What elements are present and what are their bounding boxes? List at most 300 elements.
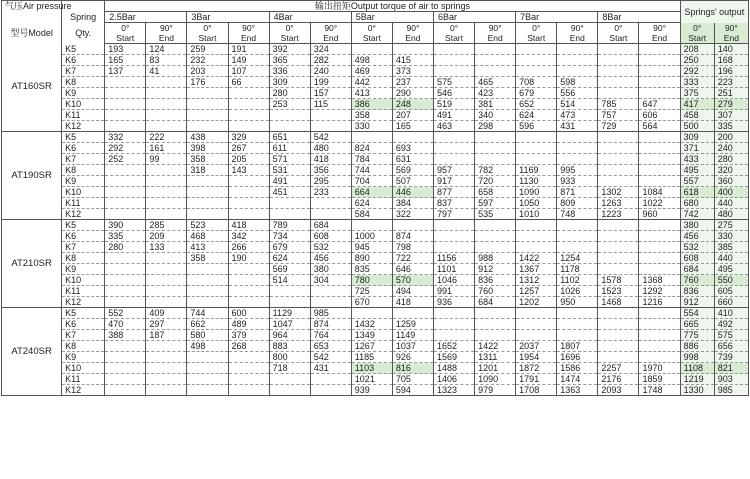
springs-output-value: 380 xyxy=(680,220,714,231)
model-cell: AT190SR xyxy=(2,132,62,220)
pressure-header: 7Bar xyxy=(516,12,598,23)
pressure-header: 6Bar xyxy=(433,12,515,23)
torque-value: 800 xyxy=(269,352,310,363)
torque-value xyxy=(516,143,557,154)
torque-value: 309 xyxy=(269,77,310,88)
torque-value xyxy=(269,198,310,209)
torque-value xyxy=(598,77,639,88)
torque-value: 514 xyxy=(269,275,310,286)
torque-value xyxy=(187,121,228,132)
torque-value: 137 xyxy=(105,66,146,77)
torque-value xyxy=(475,44,516,55)
torque-value: 1022 xyxy=(639,198,680,209)
torque-value: 722 xyxy=(392,253,433,264)
torque-value: 646 xyxy=(392,264,433,275)
angle-header: 90° xyxy=(310,23,351,34)
torque-value: 824 xyxy=(351,143,392,154)
table-row xyxy=(2,143,749,154)
torque-value xyxy=(598,55,639,66)
torque-value: 945 xyxy=(351,242,392,253)
springs-output-value: 557 xyxy=(680,176,714,187)
torque-value: 1103 xyxy=(351,363,392,374)
torque-value: 1748 xyxy=(639,385,680,396)
torque-value: 1010 xyxy=(516,209,557,220)
torque-value: 1474 xyxy=(557,374,598,385)
torque-value xyxy=(105,275,146,286)
torque-value: 1791 xyxy=(516,374,557,385)
torque-value: 552 xyxy=(105,308,146,319)
torque-value xyxy=(639,242,680,253)
torque-value xyxy=(433,154,474,165)
torque-value: 115 xyxy=(310,99,351,110)
torque-value: 757 xyxy=(598,110,639,121)
torque-value: 1696 xyxy=(557,352,598,363)
torque-value: 282 xyxy=(310,55,351,66)
table-row xyxy=(2,110,749,121)
torque-value: 705 xyxy=(392,374,433,385)
springs-output-value: 775 xyxy=(680,330,714,341)
torque-value xyxy=(228,363,269,374)
spring-cell: K10 xyxy=(62,363,105,374)
torque-value: 1970 xyxy=(639,363,680,374)
torque-value xyxy=(433,242,474,253)
torque-value xyxy=(105,165,146,176)
position-header: End xyxy=(557,33,598,44)
table-row xyxy=(2,165,749,176)
torque-value: 718 xyxy=(269,363,310,374)
spring-cell: K9 xyxy=(62,176,105,187)
torque-value xyxy=(105,264,146,275)
torque-value: 890 xyxy=(351,253,392,264)
torque-value: 1302 xyxy=(598,187,639,198)
springs-output-value: 998 xyxy=(680,352,714,363)
torque-value: 373 xyxy=(392,66,433,77)
torque-value: 531 xyxy=(269,165,310,176)
torque-value xyxy=(516,319,557,330)
torque-value xyxy=(475,242,516,253)
torque-value: 1037 xyxy=(392,341,433,352)
position-header: Start xyxy=(433,33,474,44)
springs-output-value: 821 xyxy=(714,363,748,374)
springs-output-value: 307 xyxy=(714,110,748,121)
torque-value xyxy=(146,165,187,176)
springs-output-value: 760 xyxy=(680,275,714,286)
torque-value: 465 xyxy=(475,77,516,88)
torque-value: 883 xyxy=(269,341,310,352)
torque-value xyxy=(310,374,351,385)
torque-value xyxy=(433,308,474,319)
table-row xyxy=(2,77,749,88)
torque-value: 597 xyxy=(475,198,516,209)
spring-cell: K11 xyxy=(62,286,105,297)
torque-value: 606 xyxy=(639,110,680,121)
torque-value xyxy=(639,77,680,88)
torque-value: 797 xyxy=(433,209,474,220)
torque-value: 1156 xyxy=(433,253,474,264)
springs-output-value: 912 xyxy=(680,297,714,308)
torque-value: 647 xyxy=(639,99,680,110)
torque-value: 124 xyxy=(146,44,187,55)
torque-value xyxy=(639,220,680,231)
torque-value: 1323 xyxy=(433,385,474,396)
spring-cell: K12 xyxy=(62,121,105,132)
spring-cell: K7 xyxy=(62,242,105,253)
header-row-position xyxy=(2,33,749,44)
springs-output-value: 320 xyxy=(714,165,748,176)
position-header: End xyxy=(392,33,433,44)
torque-value: 917 xyxy=(433,176,474,187)
torque-value xyxy=(475,330,516,341)
springs-output-value: 240 xyxy=(714,143,748,154)
torque-value: 1149 xyxy=(392,330,433,341)
position-header: Start xyxy=(516,33,557,44)
torque-value: 519 xyxy=(433,99,474,110)
torque-value: 836 xyxy=(475,275,516,286)
torque-value: 1311 xyxy=(475,352,516,363)
torque-value xyxy=(105,352,146,363)
torque-value: 624 xyxy=(351,198,392,209)
torque-value xyxy=(475,308,516,319)
springs-output-value: 742 xyxy=(680,209,714,220)
torque-value: 584 xyxy=(351,209,392,220)
torque-value: 546 xyxy=(433,88,474,99)
torque-value: 1708 xyxy=(516,385,557,396)
torque-value: 789 xyxy=(269,220,310,231)
position-header: End xyxy=(228,33,269,44)
torque-value: 280 xyxy=(269,88,310,99)
angle-header: 0° xyxy=(351,23,392,34)
torque-value: 664 xyxy=(351,187,392,198)
torque-value xyxy=(598,341,639,352)
torque-value xyxy=(557,66,598,77)
torque-value xyxy=(598,264,639,275)
torque-value: 1569 xyxy=(433,352,474,363)
spring-cell: K8 xyxy=(62,253,105,264)
torque-value xyxy=(187,374,228,385)
torque-value: 431 xyxy=(310,363,351,374)
torque-value xyxy=(557,143,598,154)
position-header: End xyxy=(639,33,680,44)
torque-value: 498 xyxy=(187,341,228,352)
spring-cell: K7 xyxy=(62,66,105,77)
torque-value: 939 xyxy=(351,385,392,396)
torque-value xyxy=(228,99,269,110)
springs-output-value: 371 xyxy=(680,143,714,154)
torque-value: 708 xyxy=(516,77,557,88)
torque-value xyxy=(351,308,392,319)
springs-output-value: 208 xyxy=(680,44,714,55)
torque-value: 413 xyxy=(351,88,392,99)
angle-header: 0° xyxy=(105,23,146,34)
torque-value: 498 xyxy=(351,55,392,66)
torque-value: 329 xyxy=(228,132,269,143)
torque-value xyxy=(639,308,680,319)
springs-output-value: 375 xyxy=(680,88,714,99)
torque-value xyxy=(105,176,146,187)
torque-value xyxy=(639,165,680,176)
torque-value: 2176 xyxy=(598,374,639,385)
torque-value: 670 xyxy=(351,297,392,308)
torque-value: 960 xyxy=(639,209,680,220)
spring-cell: K6 xyxy=(62,319,105,330)
torque-value: 203 xyxy=(187,66,228,77)
torque-value xyxy=(146,88,187,99)
torque-value: 187 xyxy=(146,330,187,341)
table-row xyxy=(2,264,749,275)
torque-value: 542 xyxy=(310,352,351,363)
torque-value: 190 xyxy=(228,253,269,264)
position-header: Start xyxy=(351,33,392,44)
springs-output-value: 458 xyxy=(680,110,714,121)
springs-output-value: 605 xyxy=(714,286,748,297)
torque-value: 1090 xyxy=(516,187,557,198)
torque-value: 995 xyxy=(557,165,598,176)
springs-output-value: 903 xyxy=(714,374,748,385)
torque-value: 964 xyxy=(269,330,310,341)
angle-header: 0° xyxy=(269,23,310,34)
torque-value: 652 xyxy=(516,99,557,110)
torque-value: 1101 xyxy=(433,264,474,275)
spring-cell: K12 xyxy=(62,209,105,220)
spring-cell: K8 xyxy=(62,165,105,176)
torque-value: 470 xyxy=(105,319,146,330)
torque-value: 542 xyxy=(310,132,351,143)
torque-value: 1523 xyxy=(598,286,639,297)
torque-value xyxy=(639,44,680,55)
angle-header: 90° xyxy=(392,23,433,34)
torque-value: 571 xyxy=(269,154,310,165)
torque-value xyxy=(598,176,639,187)
torque-value xyxy=(228,297,269,308)
torque-value xyxy=(598,44,639,55)
torque-value: 332 xyxy=(105,132,146,143)
torque-value: 66 xyxy=(228,77,269,88)
torque-value: 205 xyxy=(228,154,269,165)
spring-cell: K5 xyxy=(62,220,105,231)
angle-header: 90° xyxy=(228,23,269,34)
pressure-header: 4Bar xyxy=(269,12,351,23)
angle-header: 90° xyxy=(557,23,598,34)
angle-header: 0° xyxy=(680,23,714,34)
torque-value: 165 xyxy=(392,121,433,132)
torque-value: 390 xyxy=(105,220,146,231)
springs-output-value: 292 xyxy=(680,66,714,77)
torque-value: 936 xyxy=(433,297,474,308)
springs-output-value: 410 xyxy=(714,308,748,319)
torque-value: 161 xyxy=(146,143,187,154)
torque-value xyxy=(228,198,269,209)
torque-value xyxy=(187,99,228,110)
torque-value xyxy=(105,363,146,374)
torque-value: 569 xyxy=(392,165,433,176)
angle-header: 0° xyxy=(433,23,474,34)
torque-value xyxy=(187,363,228,374)
torque-value: 734 xyxy=(269,231,310,242)
air-pressure-label: 气压Air pressure xyxy=(2,1,62,12)
pressure-header: 3Bar xyxy=(187,12,269,23)
torque-value: 143 xyxy=(228,165,269,176)
torque-value: 720 xyxy=(475,176,516,187)
torque-value: 835 xyxy=(351,264,392,275)
torque-value: 386 xyxy=(351,99,392,110)
torque-value: 782 xyxy=(475,165,516,176)
table-row xyxy=(2,319,749,330)
torque-value xyxy=(105,99,146,110)
torque-value xyxy=(433,44,474,55)
torque-value xyxy=(146,99,187,110)
torque-value xyxy=(146,286,187,297)
torque-value: 381 xyxy=(475,99,516,110)
torque-value: 304 xyxy=(310,275,351,286)
torque-value xyxy=(639,88,680,99)
table-row xyxy=(2,99,749,110)
header-row-title xyxy=(2,1,749,12)
torque-value xyxy=(557,319,598,330)
pressure-header: 5Bar xyxy=(351,12,433,23)
table-row xyxy=(2,363,749,374)
torque-value xyxy=(146,352,187,363)
torque-value xyxy=(433,220,474,231)
torque-value: 679 xyxy=(269,242,310,253)
torque-value xyxy=(639,319,680,330)
torque-value: 41 xyxy=(146,66,187,77)
torque-value xyxy=(187,297,228,308)
torque-value: 1102 xyxy=(557,275,598,286)
spring-cell: K6 xyxy=(62,143,105,154)
torque-value: 1292 xyxy=(639,286,680,297)
torque-value xyxy=(146,176,187,187)
torque-value: 330 xyxy=(351,121,392,132)
torque-value xyxy=(392,308,433,319)
torque-value: 207 xyxy=(392,110,433,121)
torque-value xyxy=(310,385,351,396)
table-row xyxy=(2,286,749,297)
torque-value: 491 xyxy=(269,176,310,187)
torque-value xyxy=(392,132,433,143)
spring-cell: K11 xyxy=(62,110,105,121)
header-row-pressure xyxy=(2,12,749,23)
spring-qty-label-line1: Spring xyxy=(62,12,105,23)
torque-value: 991 xyxy=(433,286,474,297)
position-header: Start xyxy=(269,33,310,44)
angle-header: 0° xyxy=(187,23,228,34)
torque-value: 1872 xyxy=(516,363,557,374)
torque-value xyxy=(105,121,146,132)
torque-value: 107 xyxy=(228,66,269,77)
torque-value: 473 xyxy=(557,110,598,121)
torque-value xyxy=(598,66,639,77)
torque-value xyxy=(228,110,269,121)
table-row xyxy=(2,385,749,396)
torque-value xyxy=(639,352,680,363)
torque-value: 418 xyxy=(310,154,351,165)
torque-value: 480 xyxy=(310,143,351,154)
torque-value xyxy=(598,352,639,363)
torque-value xyxy=(310,297,351,308)
torque-value xyxy=(228,286,269,297)
torque-value: 837 xyxy=(433,198,474,209)
position-header: Start xyxy=(105,33,146,44)
angle-header: 0° xyxy=(516,23,557,34)
torque-value xyxy=(187,209,228,220)
torque-value xyxy=(105,88,146,99)
torque-value: 1259 xyxy=(392,319,433,330)
torque-value xyxy=(433,319,474,330)
springs-output-value: 251 xyxy=(714,88,748,99)
torque-value xyxy=(228,374,269,385)
torque-value: 398 xyxy=(187,143,228,154)
torque-value xyxy=(105,110,146,121)
torque-value xyxy=(146,198,187,209)
springs-output-value: 656 xyxy=(714,341,748,352)
torque-value xyxy=(105,374,146,385)
springs-output-value: 985 xyxy=(714,385,748,396)
torque-value xyxy=(392,44,433,55)
spring-cell: K6 xyxy=(62,231,105,242)
torque-value xyxy=(433,132,474,143)
torque-value: 446 xyxy=(392,187,433,198)
torque-value xyxy=(516,55,557,66)
position-header: End xyxy=(146,33,187,44)
springs-output-title: Springs' output xyxy=(680,1,748,23)
torque-value xyxy=(351,44,392,55)
torque-value: 418 xyxy=(392,297,433,308)
torque-value: 596 xyxy=(516,121,557,132)
torque-value xyxy=(269,121,310,132)
torque-value: 379 xyxy=(228,330,269,341)
table-row xyxy=(2,132,749,143)
position-header: End xyxy=(714,33,748,44)
torque-value xyxy=(598,220,639,231)
torque-value xyxy=(105,198,146,209)
torque-value: 1586 xyxy=(557,363,598,374)
springs-output-value: 140 xyxy=(714,44,748,55)
torque-value xyxy=(639,231,680,242)
springs-output-value: 665 xyxy=(680,319,714,330)
torque-value xyxy=(187,187,228,198)
torque-value: 358 xyxy=(187,154,228,165)
torque-value: 1201 xyxy=(475,363,516,374)
torque-value: 295 xyxy=(310,176,351,187)
torque-value xyxy=(146,209,187,220)
torque-value xyxy=(187,264,228,275)
torque-value: 392 xyxy=(269,44,310,55)
torque-value: 469 xyxy=(351,66,392,77)
torque-value xyxy=(598,154,639,165)
springs-output-value: 440 xyxy=(714,198,748,209)
torque-value xyxy=(557,55,598,66)
torque-value: 318 xyxy=(187,165,228,176)
torque-value xyxy=(310,209,351,220)
torque-value: 1859 xyxy=(639,374,680,385)
torque-value: 456 xyxy=(310,253,351,264)
table-row xyxy=(2,308,749,319)
torque-value: 324 xyxy=(310,44,351,55)
torque-value xyxy=(433,231,474,242)
torque-value: 1432 xyxy=(351,319,392,330)
springs-output-value: 417 xyxy=(680,99,714,110)
torque-value: 336 xyxy=(269,66,310,77)
torque-value: 1363 xyxy=(557,385,598,396)
springs-output-value: 660 xyxy=(714,297,748,308)
springs-output-value: 275 xyxy=(714,220,748,231)
torque-value xyxy=(351,220,392,231)
springs-output-value: 495 xyxy=(714,264,748,275)
torque-value: 1026 xyxy=(557,286,598,297)
torque-value xyxy=(475,231,516,242)
torque-value: 658 xyxy=(475,187,516,198)
torque-value xyxy=(187,352,228,363)
